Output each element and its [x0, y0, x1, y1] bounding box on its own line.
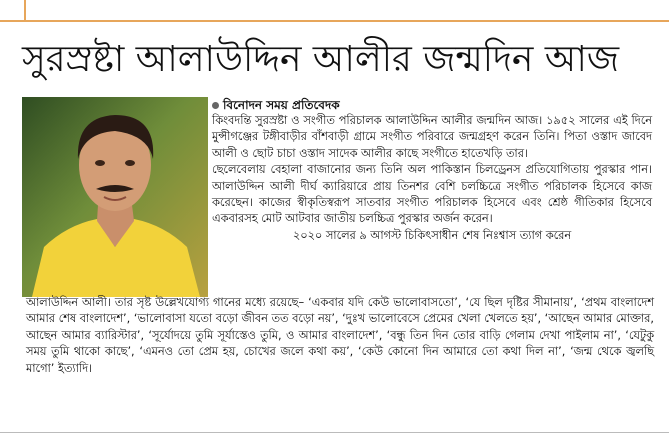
- article-body-full: [26, 295, 654, 377]
- portrait-illustration: [22, 97, 208, 297]
- article-byline: [212, 97, 340, 113]
- top-border-left-edge: [24, 0, 26, 20]
- article-headline: সুরস্রষ্টা আলাউদ্দিন আলীর জন্মদিন আজ: [22, 39, 620, 80]
- paragraph-4: আলাউদ্দিন আলী। তার সৃষ্ট উল্লেখযোগ্য গানের মধ্যে রয়েছে– ‘একবার যদি কেউ ভালোবাসতো’, ‘যে ছিল দৃষ্টির সীমানায়’, ‘প্রথম বাংলাদেশ আমার শেষ বাংলাদেশ’, ‘ভালোবাসা যতো বড়ো জীবন তত বড়ো নয়’, ‘দুঃখ ভালোবেসে প্রেমের খেলা খেলতে হয়’, ‘আছেন আমার মোক্তার, আছেন আমার ব্যারিস্টার’, ‘সূর্যোদয়ে তুমি সূর্যাস্তেও তুমি, ও আমার বাংলাদেশ’, ‘বন্ধু তিন দিন তোর বাড়ি গেলাম দেখা পাইলাম না’, ‘যেটুকু সময় তুমি থাকো কাছে’, ‘এমনও তো প্রেম হয়, চোখের জলে কথা কয়’, ‘কেউ কোনো দিন আমারে তো কথা দিল না’, ‘জন্ম থেকে জ্বলছি মাগো’ ইত্যাদি।: [26, 296, 654, 375]
- portrait-photo: [22, 97, 208, 297]
- article-body-side: [212, 113, 652, 244]
- bottom-border-rule: [0, 432, 669, 433]
- paragraph-2: ছেলেবেলায় বেহালা বাজানোর জন্য তিনি অল পাকিস্তান চিলড্রেনস প্রতিযোগিতায় পুরস্কার পান। আলাউদ্দিন আলী দীর্ঘ ক্যারিয়ারে প্রায় তিনশর বেশি চলচ্চিত্রে সংগীত পরিচালক হিসেবে কাজ করেছেন। কাজের স্বীকৃতিস্বরূপ সাতবার সংগীত পরিচালক হিসেবে এবং শ্রেষ্ঠ গীতিকার হিসেবে একবারসহ মোট আটবার জাতীয় চলচ্চিত্র পুরস্কার অর্জন করেন।: [212, 163, 652, 226]
- top-border-rule: [0, 0, 669, 22]
- right-eye: [125, 160, 135, 166]
- byline-bullet-icon: [212, 102, 219, 109]
- byline-text: বিনোদন সময় প্রতিবেদক: [223, 98, 340, 112]
- left-eye: [95, 160, 105, 166]
- paragraph-1: কিংবদন্তি সুরস্রষ্টা ও সংগীত পরিচালক আলাউদ্দিন আলীর জন্মদিন আজ। ১৯৫২ সালের এই দিনে মুন্সীগঞ্জের টঙ্গীবাড়ীর বাঁশবাড়ী গ্রামে সংগীত পরিবারে জন্মগ্রহণ করেন তিনি। পিতা ওস্তাদ জাবেদ আলী ও ছোট চাচা ওস্তাদ সাদেক আলীর কাছে সংগীতে হাতেখড়ি তার।: [212, 114, 652, 160]
- paragraph-3: ২০২০ সালের ৯ আগস্ট চিকিৎসাধীন শেষ নিঃশ্বাস ত্যাগ করেন: [292, 228, 572, 242]
